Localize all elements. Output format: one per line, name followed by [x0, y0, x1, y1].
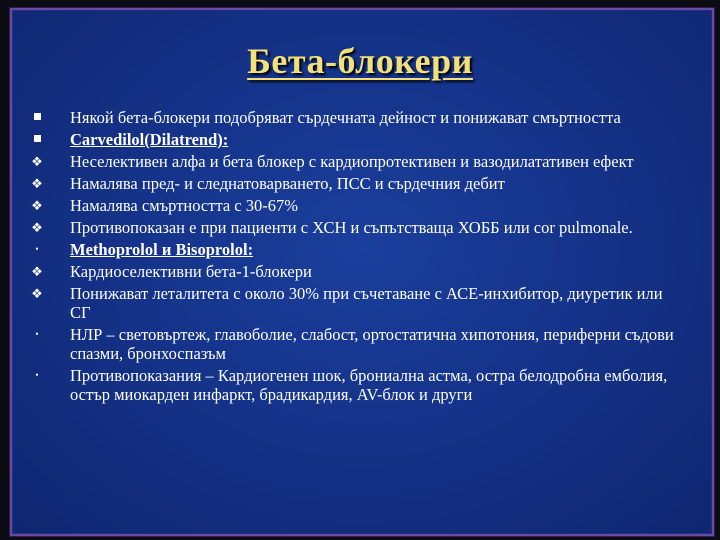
list-item — [26, 366, 686, 404]
list-item — [26, 108, 686, 127]
list-item — [26, 284, 686, 322]
slide-title — [0, 40, 720, 82]
dot-bullet-icon: • — [35, 244, 39, 254]
list-item — [26, 130, 686, 149]
diamond-bullet-icon: ❖ — [31, 264, 43, 279]
list-item-text: Понижават леталитета с около 30% при съчетаване с АСЕ-инхибитор, диуретик или СГ — [70, 284, 663, 322]
diamond-bullet-icon: ❖ — [31, 286, 43, 301]
list-item — [26, 174, 686, 193]
list-item — [26, 262, 686, 281]
list-item-text: Противопоказания – Кардиогенен шок, брониална астма, остра белодробна емболия, остър миокарден инфаркт, брадикардия, AV-блок и други — [70, 366, 668, 404]
list-item — [26, 325, 686, 363]
list-item — [26, 196, 686, 215]
diamond-bullet-icon: ❖ — [31, 220, 43, 235]
dot-bullet-icon: • — [35, 370, 39, 380]
list-item — [26, 218, 686, 237]
slide-title-text: Бета-блокери — [247, 41, 473, 81]
list-item — [26, 240, 686, 259]
list-item-text: Неселективен алфа и бета блокер с кардиопротективен и вазодилатативен ефект — [70, 152, 634, 171]
diamond-bullet-icon: ❖ — [31, 198, 43, 213]
list-item-text: НЛР – световъртеж, главоболие, слабост, ортостатична хипотония, периферни съдови спазми, бронхоспазъм — [70, 325, 674, 363]
list-item-text: Някой бета-блокери подобряват сърдечната дейност и понижават смъртността — [70, 108, 621, 127]
list-item-text: Намалява пред- и следнатоварването, ПСС и сърдечния дебит — [70, 174, 505, 193]
square-bullet-icon — [30, 130, 44, 149]
list-item-text: Methoprolol и Bisoprolol: — [70, 240, 254, 259]
list-item-text: Кардиоселективни бета-1-блокери — [70, 262, 312, 281]
list-item-text: Намалява смъртността с 30-67% — [70, 196, 298, 215]
diamond-bullet-icon: ❖ — [31, 176, 43, 191]
bullet-list — [26, 108, 686, 407]
list-item-text: Противопоказан е при пациенти с ХСН и съпътстваща ХОББ или cor pulmonale. — [70, 218, 633, 237]
square-bullet-icon — [30, 108, 44, 127]
dot-bullet-icon: • — [35, 329, 39, 339]
list-item-text: Carvedilol(Dilatrend): — [70, 130, 229, 149]
list-item — [26, 152, 686, 171]
diamond-bullet-icon: ❖ — [31, 154, 43, 169]
